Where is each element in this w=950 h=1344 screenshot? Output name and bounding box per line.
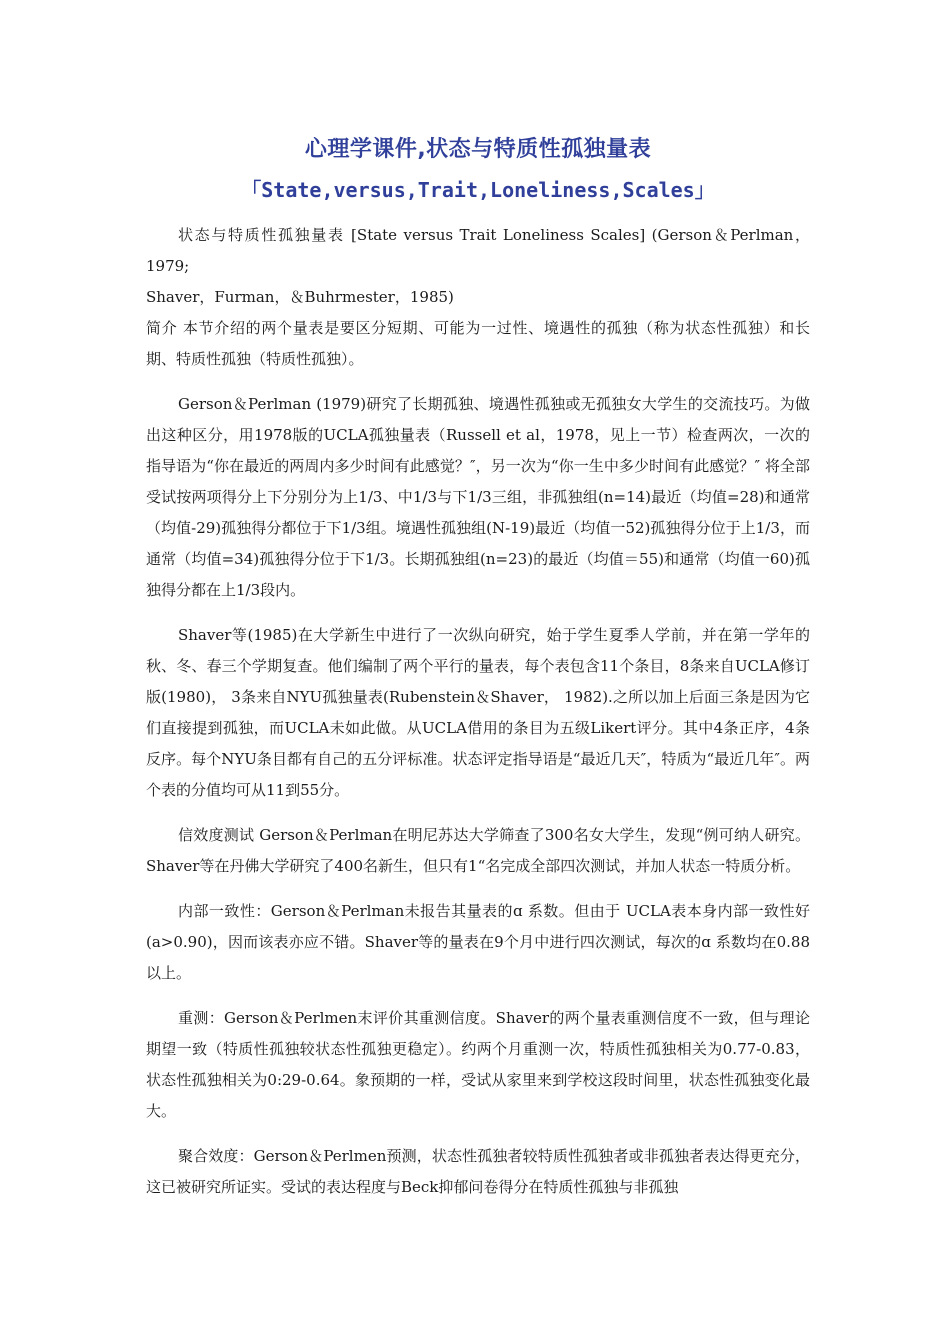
paragraph-reliability-validity: 信效度测试 Gerson＆Perlman在明尼苏达大学筛查了300名女大学生，发现“例可纳人研究。Shaver等在丹佛大学研究了400名新生，但只有1“名完成全部四次测试，并加人状态一特质分析。 (146, 826, 810, 875)
intro-block (146, 220, 810, 375)
document-title: 心理学课件,状态与特质性孤独量表 (304, 137, 652, 162)
intro-citation-cont: Shaver，Furman，＆Buhrmester，1985) (146, 288, 454, 306)
paragraph-retest: 重测：Gerson＆Perlmen末评价其重测信度。Shaver的两个量表重测信度不一致，但与理论期望一致（特质性孤独较状态性孤独更稳定）。约两个月重测一次，特质性孤独相关为0.77-0.83，状态性孤独相关为0:29-0.64。象预期的一样，受试从家里来到学校这段时间里，状态性孤独变化最大。 (146, 1009, 810, 1120)
paragraph-gerson-perlman: Gerson＆Perlman (1979)研究了长期孤独、境遇性孤独或无孤独女大学生的交流技巧。为做出这种区分，用1978版的UCLA孤独量表（Russell et al，1978，见上一节）检查两次，一次的指导语为“你在最近的两周内多少时间有此感觉？″，另一次为“你一生中多少时间有此感觉？″ 将全部受试按两项得分上下分别分为上1/3、中1/3与下1/3三组，非孤独组(n=14)最近（均值=28)和通常（均值-29)孤独得分都位于下1/3组。境遇性孤独组(N-19)最近（均值一52)孤独得分位于上1/3，而通常（均值=34)孤独得分位于下1/3。长期孤独组(n=23)的最近（均值＝55)和通常（均值一60)孤独得分都在上1/3段内。 (146, 395, 810, 599)
paragraph-convergent-validity: 聚合效度：Gerson＆Perlmen预测，状态性孤独者较特质性孤独者或非孤独者表达得更充分，这已被研究所证实。受试的表达程度与Beck抑郁问卷得分在特质性孤独与非孤独 (146, 1147, 810, 1196)
intro-summary: 简介 本节介绍的两个量表是要区分短期、可能为一过性、境遇性的孤独（称为状态性孤独）和长期、特质性孤独（特质性孤独）。 (146, 319, 810, 368)
document-page (146, 130, 810, 1203)
paragraph-internal-consistency: 内部一致性：Gerson＆Perlman未报告其量表的ɑ 系数。但由于 UCLA表本身内部一致性好(a>0.90)，因而该表亦应不错。Shaver等的量表在9个月中进行四次测试，每次的ɑ 系数均在0.88以上。 (146, 902, 810, 982)
paragraph-shaver: Shaver等(1985)在大学新生中进行了一次纵向研究，始于学生夏季人学前，并在第一学年的秋、冬、春三个学期复查。他们编制了两个平行的量表，每个表包含11个条目，8条来自UCLA修订版(1980)， 3条来自NYU孤独量表(Rubenstein＆Shaver， 1982).之所以加上后面三条是因为它们直接提到孤独，而UCLA未如此做。从UCLA借用的条目为五级Likert评分。其中4条正序，4条反序。每个NYU条目都有自己的五分评标准。状态评定指导语是“最近几天″，特质为“最近几年″。两个表的分值均可从11到55分。 (146, 626, 810, 799)
document-subtitle: 「State,versus,Trait,Loneliness,Scales」 (241, 178, 715, 202)
intro-citation: 状态与特质性孤独量表 [State versus Trait Loneliness Scales] (Gerson＆Perlman，1979; (146, 226, 810, 275)
